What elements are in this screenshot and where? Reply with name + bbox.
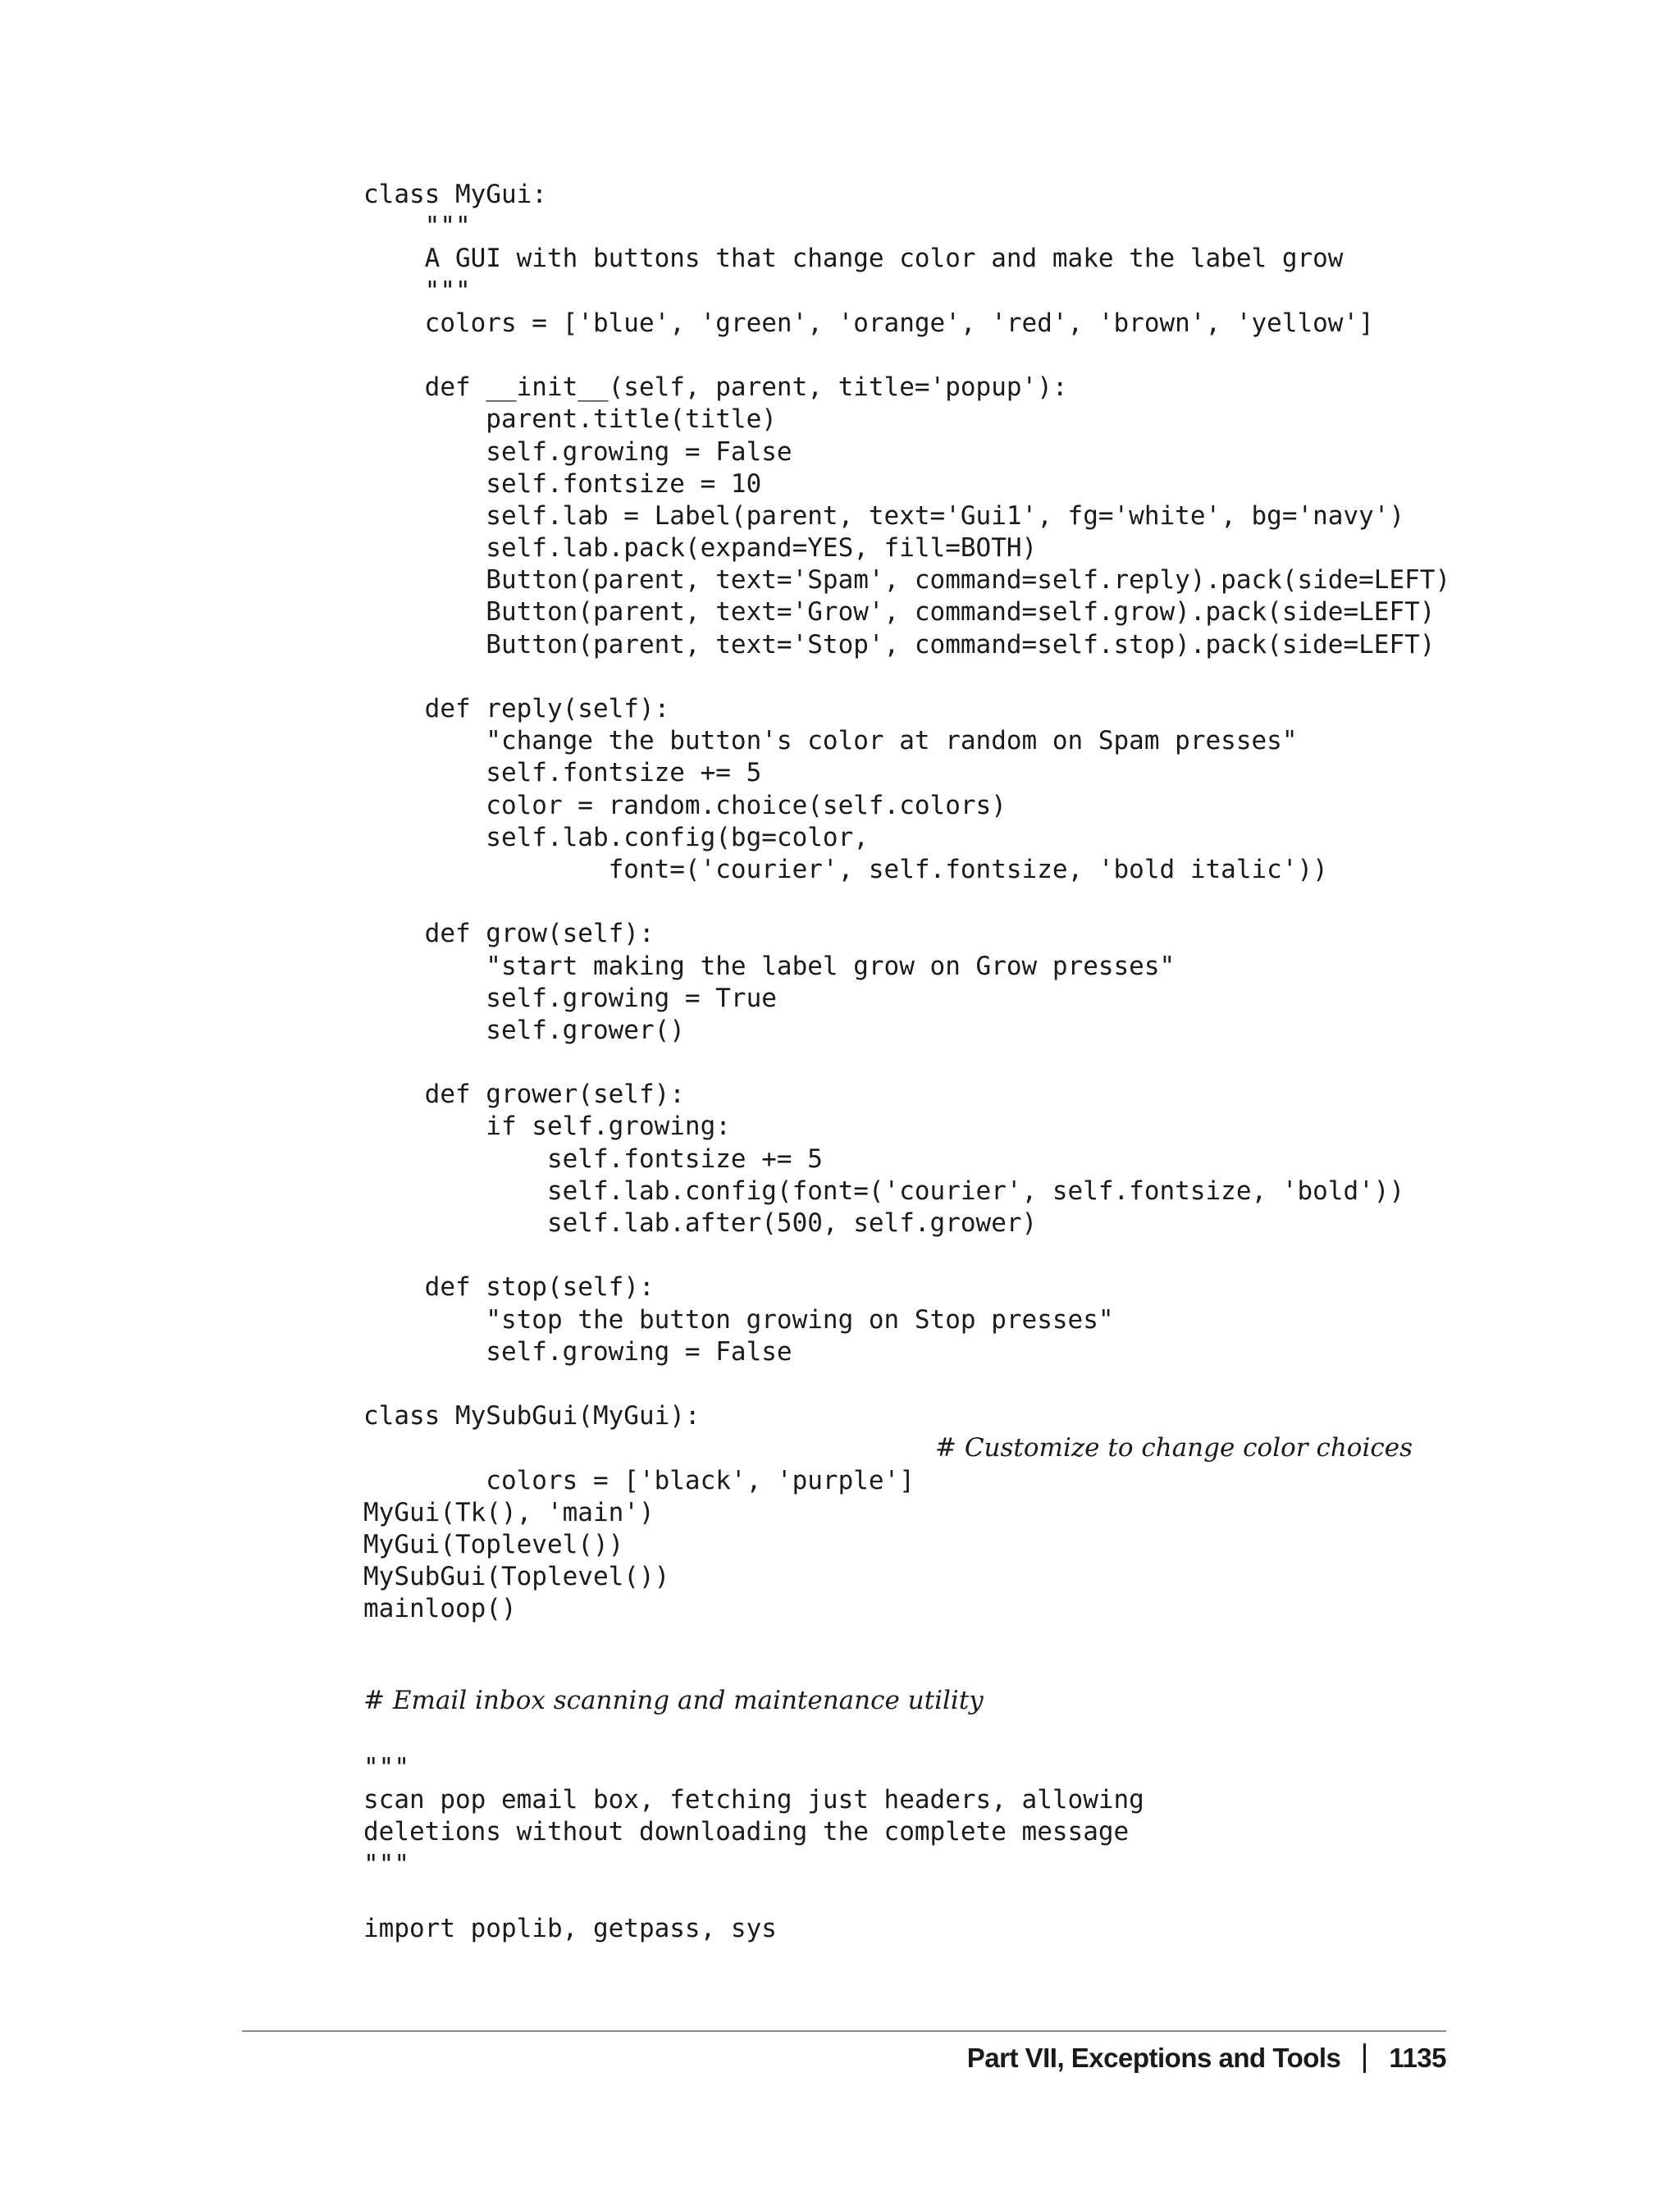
code-line: """ <box>363 212 471 242</box>
code-line: """ <box>363 276 471 306</box>
page-footer <box>967 2043 1446 2074</box>
code-line: """ <box>363 1849 409 1879</box>
footer-divider <box>242 2030 1446 2032</box>
code-line <box>363 1368 1446 1400</box>
code-line <box>363 340 1446 372</box>
code-line: Button(parent, text='Spam', command=self.reply).pack(side=LEFT) <box>363 565 1451 596</box>
code-line: MyGui(Toplevel()) <box>363 1529 624 1559</box>
code-line <box>363 1047 1446 1079</box>
code-line: Button(parent, text='Stop', command=self.stop).pack(side=LEFT) <box>363 629 1436 660</box>
code-line: MySubGui(Toplevel()) <box>363 1562 670 1592</box>
code-line: "start making the label grow on Grow presses" <box>363 951 1176 981</box>
code-text: colors = ['black', 'purple'] <box>424 1465 915 1495</box>
code-line: self.lab.after(500, self.grower) <box>363 1208 1038 1238</box>
code-line: def grower(self): <box>363 1080 685 1110</box>
code-line: self.lab.config(bg=color, <box>363 822 869 852</box>
code-line: def reply(self): <box>363 694 670 724</box>
code-line <box>363 1239 1446 1271</box>
code-line: scan pop email box, fetching just headers, allowing <box>363 1785 1144 1815</box>
code-line: font=('courier', self.fontsize, 'bold italic')) <box>363 854 1328 884</box>
code-line: class MyGui: <box>363 180 547 209</box>
code-line: self.lab.pack(expand=YES, fill=BOTH) <box>363 533 1038 564</box>
code-line: self.growing = False <box>363 436 792 467</box>
footer-part-title: Part VII, Exceptions and Tools <box>966 2043 1341 2073</box>
code-line: def stop(self): <box>363 1272 655 1303</box>
code-line: if self.growing: <box>363 1112 731 1142</box>
code-line: self.lab.config(font=('courier', self.fontsize, 'bold')) <box>363 1176 1405 1206</box>
code-line: mainloop() <box>363 1594 517 1624</box>
code-line: def grow(self): <box>363 919 655 949</box>
code-line: A GUI with buttons that change color and make the label grow <box>363 244 1344 274</box>
code-line: def __init__(self, parent, title='popup'): <box>363 372 1068 403</box>
code-line <box>363 1465 1446 1497</box>
footer-page-number: 1135 <box>1389 2043 1446 2073</box>
footer-separator <box>1363 2043 1366 2073</box>
code-line: """ <box>363 1753 409 1783</box>
code-line: self.fontsize += 5 <box>363 1144 823 1174</box>
section-comment: # Email inbox scanning and maintenance utility <box>363 1686 984 1715</box>
code-line: self.fontsize += 5 <box>363 758 762 788</box>
code-line: color = random.choice(self.colors) <box>363 790 1007 820</box>
code-line: self.growing = False <box>363 1336 792 1367</box>
code-line: self.grower() <box>363 1015 685 1045</box>
code-line: colors = ['blue', 'green', 'orange', 'red', 'brown', 'yellow'] <box>363 308 1374 338</box>
code-line: import poplib, getpass, sys <box>363 1913 777 1943</box>
code-listing-email-utility <box>363 1752 1446 1945</box>
code-line: "change the button's color at random on Spam presses" <box>363 726 1298 756</box>
code-line: self.growing = True <box>363 983 777 1013</box>
code-listing-tk-gui <box>363 179 1451 1625</box>
code-line: Button(parent, text='Grow', command=self.grow).pack(side=LEFT) <box>363 597 1436 628</box>
code-line: MyGui(Tk(), 'main') <box>363 1497 655 1527</box>
code-line: "stop the button growing on Stop presses" <box>363 1304 1114 1335</box>
code-line: parent.title(title) <box>363 404 777 435</box>
code-line <box>363 886 1446 918</box>
inline-comment: # Customize to change color choices <box>935 1433 1413 1463</box>
code-line <box>363 661 1446 693</box>
code-line: deletions without downloading the complete message <box>363 1817 1130 1847</box>
code-line <box>363 1881 1446 1913</box>
code-line-with-comment <box>363 1432 1446 1495</box>
code-line: self.fontsize = 10 <box>363 468 762 499</box>
code-line: self.lab = Label(parent, text='Gui1', fg='white', bg='navy') <box>363 500 1405 531</box>
code-line: class MySubGui(MyGui): <box>363 1401 701 1431</box>
